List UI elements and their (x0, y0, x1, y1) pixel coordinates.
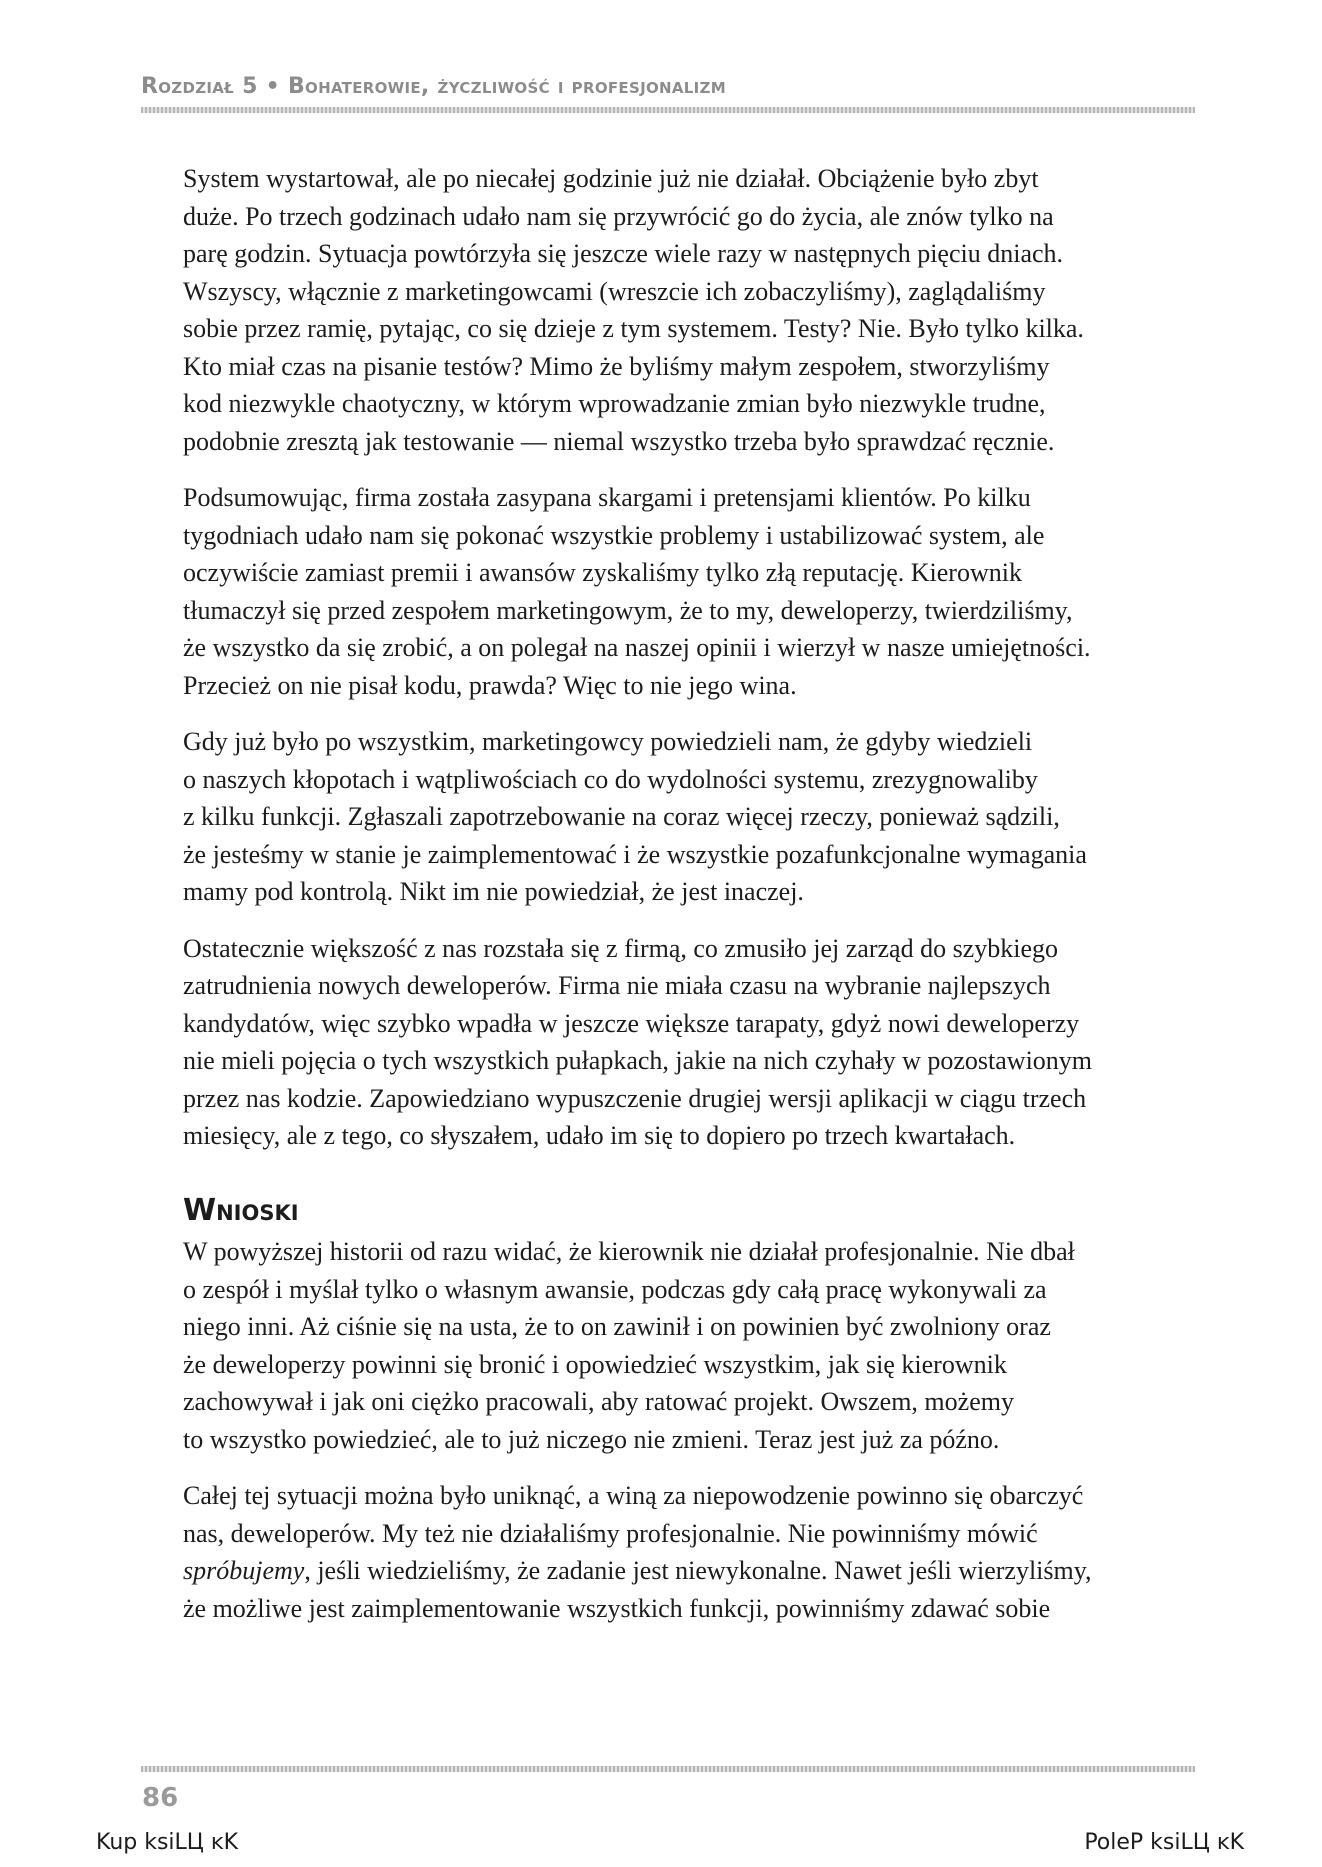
text-line: podobnie zresztą jak testowanie — niemal wszystko trzeba było sprawdzać ręcznie. (183, 426, 1055, 456)
text-line: że możliwe jest zaimplementowanie wszystkich funkcji, powinniśmy zdawać sobie (183, 1593, 1051, 1623)
text-line: o naszych kłopotach i wątpliwościach co do wydolności systemu, zrezygnowaliby (183, 764, 1038, 794)
text-line: z kilku funkcji. Zgłaszali zapotrzebowanie na coraz więcej rzeczy, ponieważ sądzili, (183, 802, 1060, 831)
text-line: że deweloperzy powinni się bronić i opowiedzieć wszystkim, jak się kierownik (183, 1349, 1007, 1379)
text-line: przez nas kodzie. Zapowiedziano wypuszczenie drugiej wersji aplikacji w ciągu trzech (183, 1083, 1087, 1113)
text-line: Wszyscy, włącznie z marketingowcami (wreszcie ich zobaczyliśmy), zaglądaliśmy (183, 276, 1046, 306)
text-line: parę godzin. Sytuacja powtórzyła się jeszcze wiele razy w następnych pięciu dniach. (183, 239, 1064, 268)
text-line: duże. Po trzech godzinach udało nam się przywrócić go do życia, ale znów tylko na (183, 201, 1054, 231)
italic-term: spróbujemy (183, 1556, 305, 1585)
text-line: że wszystko da się zrobić, a on polegał na naszej opinii i wierzył w nasze umiejętności. (183, 633, 1091, 662)
text-line: Przecież on nie pisał kodu, prawda? Więc to nie jego wina. (183, 670, 797, 700)
footer-rule (141, 1766, 1195, 1772)
text-line: sobie przez ramię, pytając, co się dzieje z tym systemem. Testy? Nie. Było tylko kilka. (183, 314, 1084, 343)
text-line (183, 1552, 1183, 1590)
running-head: Rozdział 5 • Bohaterowie, życzliwość i profesjonalizm (141, 74, 726, 99)
text-line: kandydatów, więc szybko wpadła w jeszcze większe tarapaty, gdyż nowi deweloperzy (183, 1008, 1080, 1038)
page-number: 86 (142, 1783, 179, 1813)
text-line: zachowywał i jak oni ciężko pracowali, aby ratować projekt. Owszem, możemy (183, 1387, 1014, 1416)
section-paragraph-2 (183, 1477, 1183, 1627)
text-line: że jesteśmy w stanie je zaimplementować i że wszystkie pozafunkcjonalne wymagania (183, 839, 1087, 869)
text-line: oczywiście zamiast premii i awansów zyskaliśmy tylko złą reputację. Kierownik (183, 558, 1022, 587)
text-line: nie mieli pojęcia o tych wszystkich pułapkach, jakie na nich czyhały w pozostawionym (183, 1046, 1093, 1075)
buy-book-link[interactable]: Kup ksiLЦ ĸK (96, 1830, 239, 1855)
paragraph-2 (183, 479, 1183, 704)
text-line: kod niezwykle chaotyczny, w którym wprowadzanie zmian było niezwykle trudne, (183, 389, 1046, 418)
text-line: tygodniach udało nam się pokonać wszystkie problemy i ustabilizować system, ale (183, 520, 1045, 550)
text-line: System wystartował, ale po niecałej godzinie już nie działał. Obciążenie było zbyt (183, 164, 1039, 193)
text-line: o zespół i myślał tylko o własnym awansie, podczas gdy całą pracę wykonywali za (183, 1274, 1047, 1304)
paragraph-4 (183, 930, 1183, 1155)
text-line: to wszystko powiedzieć, ale to już niczego nie zmieni. Teraz jest już za późno. (183, 1424, 1000, 1454)
text-line: Gdy już było po wszystkim, marketingowcy powiedzieli nam, że gdyby wiedzieli (183, 727, 1033, 756)
text-line: W powyższej historii od razu widać, że kierownik nie działał profesjonalnie. Nie dbał (183, 1237, 1075, 1266)
text-run: , jeśli wiedzieliśmy, że zadanie jest niewykonalne. Nawet jeśli wierzyliśmy, (304, 1556, 1092, 1585)
text-line: tłumaczył się przed zespołem marketingowym, że to my, deweloperzy, twierdziliśmy, (183, 595, 1073, 625)
text-line: Całej tej sytuacji można było uniknąć, a winą za niepowodzenie powinno się obarczyć (183, 1481, 1084, 1510)
header-rule (141, 107, 1195, 113)
text-line: zatrudnienia nowych deweloperów. Firma nie miała czasu na wybranie najlepszych (183, 971, 1051, 1000)
section-paragraph-1 (183, 1233, 1183, 1458)
paragraph-3 (183, 723, 1183, 911)
text-line: mamy pod kontrolą. Nikt im nie powiedział, że jest inaczej. (183, 877, 804, 906)
recommend-book-link[interactable]: PoleP ksiLЦ ĸK (1084, 1830, 1244, 1855)
paragraph-1 (183, 160, 1183, 460)
page-body (183, 160, 1183, 1646)
section-heading: Wnioski (183, 1192, 299, 1228)
text-line: Ostatecznie większość z nas rozstała się z firmą, co zmusiło jej zarząd do szybkiego (183, 933, 1058, 963)
text-line: niego inni. Aż ciśnie się na usta, że to on zawinił i on powinien być zwolniony oraz (183, 1312, 1051, 1341)
text-line: nas, deweloperów. My też nie działaliśmy profesjonalnie. Nie powinniśmy mówić (183, 1518, 1038, 1548)
text-line: Kto miał czas na pisanie testów? Mimo że byliśmy małym zespołem, stworzyliśmy (183, 351, 1050, 381)
text-line: miesięcy, ale z tego, co słyszałem, udało im się to dopiero po trzech kwartałach. (183, 1121, 1016, 1150)
text-line: Podsumowując, firma została zasypana skargami i pretensjami klientów. Po kilku (183, 483, 1031, 512)
